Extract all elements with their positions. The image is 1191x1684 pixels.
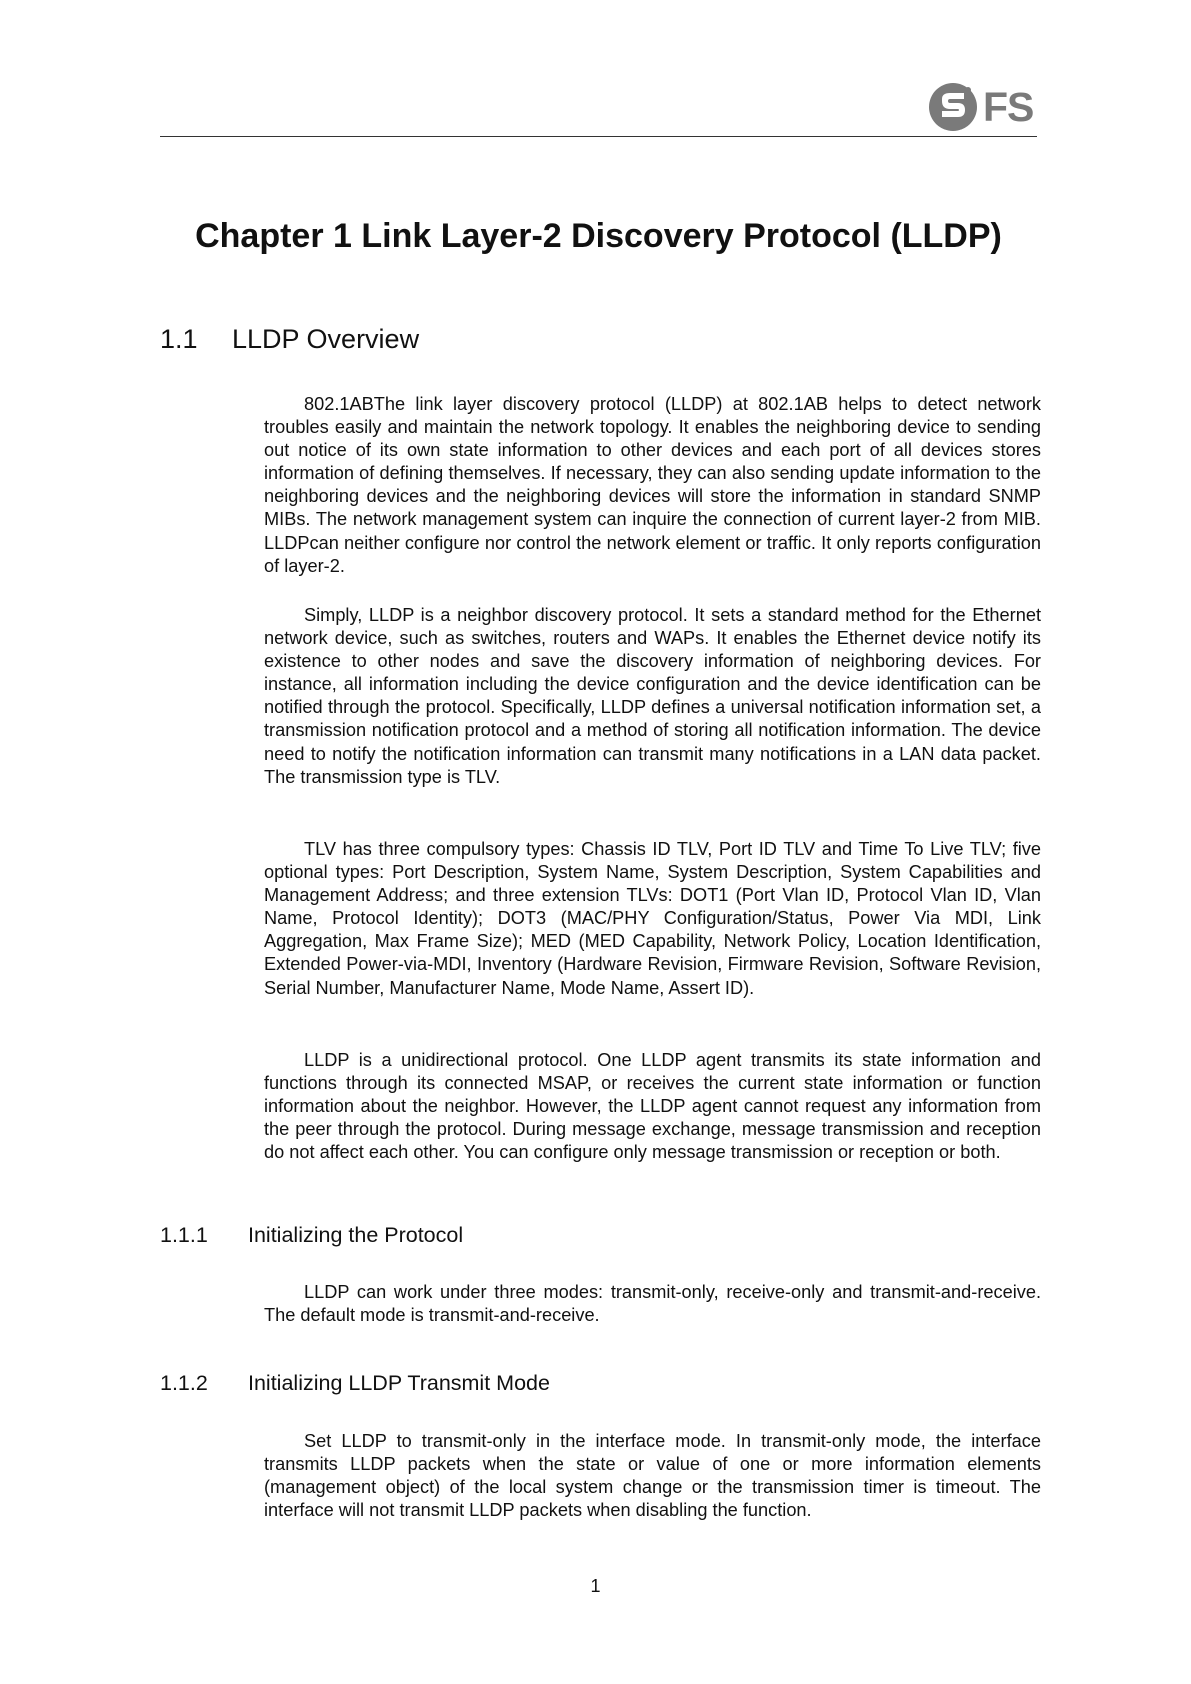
section-heading-overview: [160, 321, 419, 357]
section-number: 1.1.2: [160, 1371, 208, 1395]
paragraph: TLV has three compulsory types: Chassis ID TLV, Port ID TLV and Time To Live TLV; five optional types: Port Description, System Name, System Description, System Capabilities and Management Address; and three extension TLVs: DOT1 (Port Vlan ID, Protocol Vlan ID, Vlan Name, Protocol Identity); DOT3 (MAC/PHY Configuration/Status, Power Via MDI, Link Aggregation, Max Frame Size); MED (MED Capability, Network Policy, Location Identification, Extended Power-via-MDI, Inventory (Hardware Revision, Firmware Revision, Software Revision, Serial Number, Manufacturer Name, Mode Name, Assert ID).: [264, 839, 1041, 998]
section-number: 1.1.1: [160, 1223, 208, 1247]
section-title: Initializing the Protocol: [248, 1223, 464, 1247]
paragraph: LLDP is a unidirectional protocol. One LLDP agent transmits its state information and functions through its connected MSAP, or receives the current state information or function information about the neighbor. However, the LLDP agent cannot request any information from the peer through the protocol. During message exchange, message transmission and reception do not affect each other. You can configure only message transmission or reception or both.: [264, 1050, 1041, 1163]
brand-logo-text: FS: [983, 84, 1034, 130]
section-heading-initializing-protocol: [160, 1220, 463, 1250]
page-number: 1: [590, 1576, 601, 1596]
section-title: LLDP Overview: [232, 324, 420, 354]
chapter-title: Chapter 1 Link Layer-2 Discovery Protocol (LLDP): [195, 217, 1002, 255]
header-divider: [160, 136, 1037, 137]
paragraph: LLDP can work under three modes: transmit-only, receive-only and transmit-and-receive. The default mode is transmit-and-receive.: [264, 1282, 1041, 1326]
paragraph: Simply, LLDP is a neighbor discovery protocol. It sets a standard method for the Ethernet network device, such as switches, routers and WAPs. It enables the Ethernet device notify its existence to other nodes and save the discovery information of neighboring devices. For instance, all information including the device configuration and the device identification can be notified through the protocol. Specifically, LLDP defines a universal notification information set, a transmission notification protocol and a method of storing all notification information. The device need to notify the notification information can transmit many notifications in a LAN data packet. The transmission type is TLV.: [264, 605, 1041, 787]
section-heading-transmit-mode: [160, 1368, 550, 1398]
paragraph: Set LLDP to transmit-only in the interface mode. In transmit-only mode, the interface transmits LLDP packets when the state or value of one or more information elements (management object) of the local system change or the transmission timer is timeout. The interface will not transmit LLDP packets when disabling the function.: [264, 1431, 1041, 1521]
section-number: 1.1: [160, 324, 198, 354]
section-title: Initializing LLDP Transmit Mode: [248, 1371, 550, 1395]
paragraph: 802.1ABThe link layer discovery protocol (LLDP) at 802.1AB helps to detect network troubles easily and maintain the network topology. It enables the neighboring device to sending out notice of its own state information to other devices and each port of all devices stores information of defining themselves. If necessary, they can also sending update information to the neighboring devices and the neighboring devices will store the information in standard SNMP MIBs. The network management system can inquire the connection of current layer-2 from MIB. LLDPcan neither configure nor control the network element or traffic. It only reports configuration of layer-2.: [264, 394, 1041, 576]
